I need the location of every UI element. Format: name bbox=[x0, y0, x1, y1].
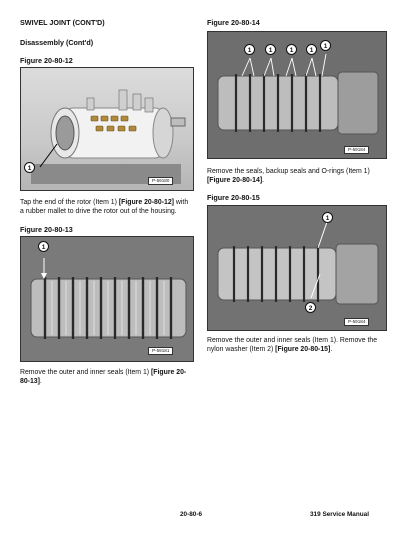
section-title: SWIVEL JOINT (CONT'D) bbox=[20, 18, 105, 27]
instruction-text: . bbox=[262, 176, 265, 184]
callout-item-1: 1 bbox=[286, 44, 297, 55]
swivel-housing-illustration bbox=[21, 68, 193, 190]
figure-reference: [Figure 20-80-13] bbox=[20, 369, 187, 385]
figure-20-80-12-photo bbox=[20, 67, 194, 191]
figure-title-12: Figure 20-80-12 bbox=[20, 56, 73, 65]
figure-20-80-14-photo bbox=[207, 31, 387, 159]
instruction-paragraph-2 bbox=[20, 369, 192, 386]
manual-title: 319 Service Manual bbox=[310, 511, 369, 518]
rotor-seals-illustration bbox=[21, 237, 193, 361]
photo-code: P-59184 bbox=[344, 318, 369, 326]
photo-code: P-59180 bbox=[148, 177, 173, 185]
callout-item-1: 1 bbox=[244, 44, 255, 55]
photo-code: P-59184 bbox=[344, 146, 369, 154]
callout-item-1: 1 bbox=[265, 44, 276, 55]
figure-20-80-15-photo bbox=[207, 205, 387, 331]
figure-title-14: Figure 20-80-14 bbox=[207, 18, 260, 27]
instruction-text: . bbox=[330, 345, 333, 353]
instruction-text: Remove the outer and inner seals (Item 1). Remove the nylon washer (Item 2) bbox=[207, 337, 378, 353]
instruction-paragraph-3 bbox=[207, 168, 385, 185]
photo-code: P-59181 bbox=[148, 347, 173, 355]
instruction-text: Remove the outer and inner seals (Item 1) bbox=[20, 369, 151, 376]
rotor-seal-rings-illustration bbox=[208, 32, 386, 158]
callout-item-1: 1 bbox=[24, 162, 35, 173]
figure-title-15: Figure 20-80-15 bbox=[207, 193, 260, 202]
callout-item-1: 1 bbox=[320, 40, 331, 51]
instruction-paragraph-1 bbox=[20, 199, 192, 216]
figure-reference: [Figure 20-80-15] bbox=[275, 345, 331, 353]
figure-title-13: Figure 20-80-13 bbox=[20, 225, 73, 234]
callout-item-2: 2 bbox=[305, 302, 316, 313]
callout-item-1: 1 bbox=[306, 44, 317, 55]
rotor-washer-illustration bbox=[208, 206, 386, 330]
instruction-text: Tap the end of the rotor (Item 1) bbox=[20, 199, 119, 206]
figure-reference: [Figure 20-80-12] bbox=[118, 199, 174, 206]
callout-item-1: 1 bbox=[38, 241, 49, 252]
page-number: 20-80-6 bbox=[180, 511, 203, 518]
figure-20-80-13-photo bbox=[20, 236, 194, 362]
instruction-paragraph-4 bbox=[207, 337, 385, 354]
instruction-text: Remove the seals, backup seals and O-rings (Item 1) bbox=[207, 168, 370, 175]
figure-reference: [Figure 20-80-14] bbox=[207, 176, 263, 184]
subsection-title: Disassembly (Cont'd) bbox=[20, 38, 94, 47]
instruction-text: with a rubber mallet to drive the rotor out of the housing. bbox=[20, 199, 189, 215]
instruction-text: . bbox=[39, 377, 42, 385]
callout-item-1: 1 bbox=[322, 212, 333, 223]
